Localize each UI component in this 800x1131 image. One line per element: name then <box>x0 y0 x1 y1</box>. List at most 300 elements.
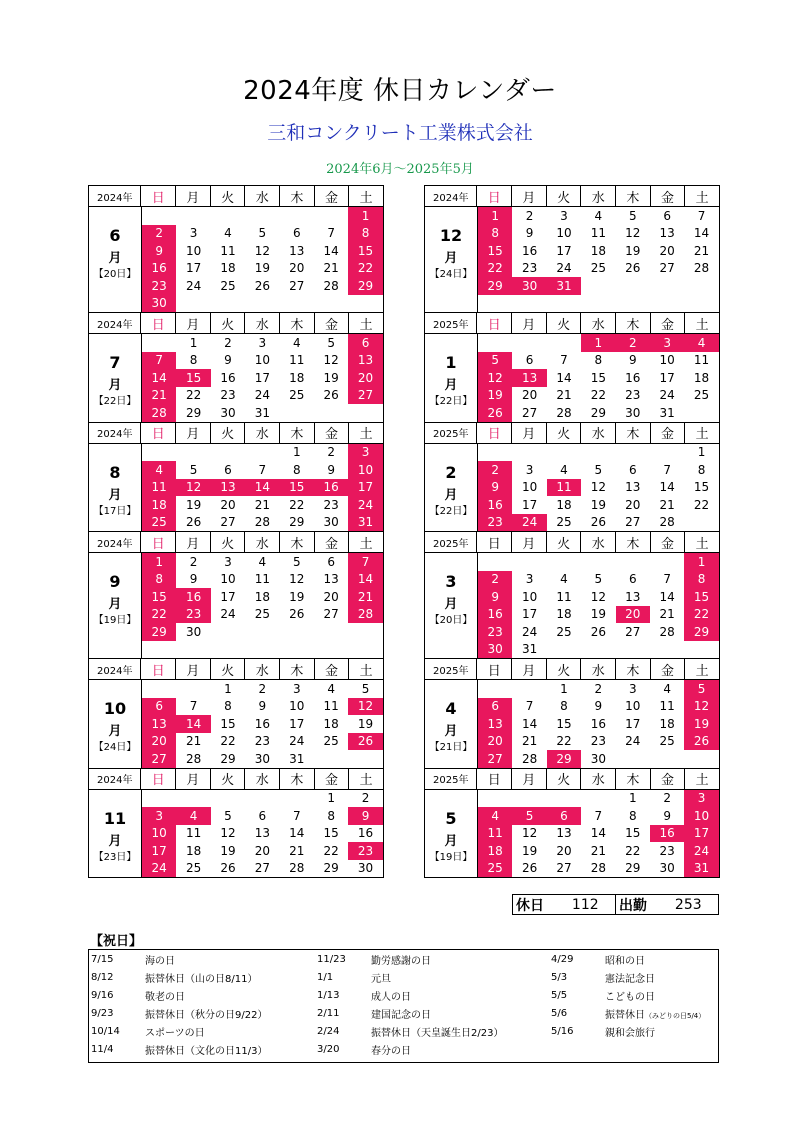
day-cell <box>581 444 615 462</box>
month-number: 4 <box>445 699 457 718</box>
weekday-header: 金 <box>315 769 350 789</box>
day-cell: 23 <box>590 734 606 749</box>
day-cell: 22 <box>185 388 202 403</box>
day-cell-holiday: 23 <box>348 842 382 860</box>
day-cell-holiday: 29 <box>684 623 718 641</box>
day-cell-holiday: 24 <box>684 842 718 860</box>
weekday-header: 水 <box>245 423 280 443</box>
week-row <box>478 277 719 295</box>
month-number: 12 <box>439 226 463 245</box>
day-cell <box>314 207 348 225</box>
day-cell-holiday: 16 <box>142 260 176 278</box>
day-cell <box>176 295 210 313</box>
day-cell <box>650 444 684 462</box>
day-cell-holiday: 27 <box>348 387 382 405</box>
day-cell: 26 <box>220 861 236 876</box>
day-cell: 3 <box>628 681 637 696</box>
holiday-column <box>549 950 705 1040</box>
day-cell: 16 <box>590 716 606 731</box>
day-cell: 21 <box>659 497 675 512</box>
holiday-row <box>549 968 705 986</box>
month-label <box>89 790 142 878</box>
day-cell-holiday: 25 <box>142 514 176 532</box>
weekday-header: 月 <box>512 186 547 206</box>
weekday-header: 日 <box>477 659 512 679</box>
weekday-header: 水 <box>245 532 280 552</box>
day-cell-holiday: 31 <box>348 514 382 532</box>
day-cell <box>650 277 684 295</box>
day-cell <box>650 553 684 571</box>
day-cell: 7 <box>663 462 671 477</box>
weekday-header: 火 <box>211 423 246 443</box>
weekday-header: 金 <box>651 532 686 552</box>
weekday-header: 火 <box>547 532 582 552</box>
week-row <box>142 571 383 589</box>
week-row <box>478 514 719 532</box>
month-grid <box>478 680 719 768</box>
day-cell-holiday: 24 <box>512 514 546 532</box>
day-cell-holiday: 12 <box>684 698 718 716</box>
working-days-count: 【23日】 <box>93 851 137 863</box>
month-year-label: 2024年 <box>89 186 141 206</box>
day-cell: 3 <box>560 208 568 223</box>
day-cell: 27 <box>323 607 339 622</box>
day-cell: 11 <box>323 699 339 714</box>
day-cell <box>245 623 279 641</box>
month-grid <box>478 444 719 532</box>
holiday-date: 1/1 <box>317 971 334 983</box>
week-row <box>142 807 383 825</box>
day-cell <box>547 444 581 462</box>
day-cell: 31 <box>659 405 675 420</box>
day-cell: 4 <box>258 554 267 569</box>
month-year-label: 2024年 <box>89 659 141 679</box>
day-cell: 8 <box>189 353 198 368</box>
day-cell: 14 <box>289 826 305 841</box>
day-cell <box>348 641 382 659</box>
day-cell: 19 <box>220 843 236 858</box>
day-cell-holiday: 13 <box>478 715 512 733</box>
holiday-row <box>315 950 503 968</box>
weekday-header: 木 <box>616 659 651 679</box>
month-grid <box>478 207 719 312</box>
weekday-header: 日 <box>141 423 176 443</box>
month-block <box>425 769 719 879</box>
day-cell <box>650 641 684 659</box>
month-header <box>89 659 383 680</box>
day-cell: 23 <box>521 261 538 276</box>
week-row <box>142 825 383 843</box>
day-cell: 18 <box>556 497 572 512</box>
day-cell-holiday: 21 <box>348 588 382 606</box>
month-body <box>89 553 383 658</box>
day-cell <box>176 790 210 808</box>
day-cell: 1 <box>224 681 232 696</box>
day-cell: 9 <box>327 462 335 477</box>
day-cell: 2 <box>224 335 232 350</box>
month-year-label: 2024年 <box>89 532 141 552</box>
day-cell: 19 <box>357 716 374 731</box>
weekday-header: 水 <box>581 313 616 333</box>
day-cell <box>176 444 210 462</box>
month-header <box>89 769 383 790</box>
weekday-header: 日 <box>477 769 512 789</box>
month-unit: 月 <box>444 378 458 393</box>
day-cell-holiday: 6 <box>478 698 512 716</box>
day-cell: 1 <box>628 791 637 806</box>
day-cell <box>478 790 512 808</box>
month-grid <box>142 444 383 532</box>
day-cell <box>512 334 546 352</box>
weekday-header: 金 <box>315 186 350 206</box>
month-unit: 月 <box>444 724 458 739</box>
work-days-value: 253 <box>674 896 702 913</box>
day-cell-holiday: 20 <box>478 733 512 751</box>
day-cell: 18 <box>659 716 675 731</box>
week-row <box>142 790 383 808</box>
weekday-header: 水 <box>245 659 280 679</box>
day-cell: 21 <box>254 497 270 512</box>
day-cell: 19 <box>254 261 270 276</box>
day-cell: 7 <box>292 808 301 823</box>
day-cell-holiday: 9 <box>478 479 512 497</box>
week-row <box>478 242 719 260</box>
day-cell-holiday: 10 <box>684 807 718 825</box>
week-row <box>478 225 719 243</box>
month-label <box>425 334 478 422</box>
day-cell-holiday: 2 <box>616 334 650 352</box>
holiday-date: 9/23 <box>91 1007 114 1019</box>
weekday-header: 日 <box>477 313 512 333</box>
day-cell <box>314 750 348 768</box>
day-cell: 23 <box>625 388 641 403</box>
day-cell: 15 <box>323 826 339 841</box>
holiday-name: 憲法記念日 <box>605 973 655 985</box>
day-cell: 11 <box>693 353 710 368</box>
day-cell: 25 <box>659 734 675 749</box>
day-cell-holiday: 1 <box>684 553 718 571</box>
day-cell: 26 <box>590 515 606 530</box>
day-cell <box>142 207 176 225</box>
day-cell: 13 <box>659 226 675 241</box>
day-cell: 9 <box>525 226 534 241</box>
day-cell: 15 <box>220 716 236 731</box>
weekday-header: 水 <box>581 423 616 443</box>
week-row <box>478 860 719 878</box>
day-cell-holiday: 17 <box>348 479 382 497</box>
day-cell <box>684 750 718 768</box>
day-cell: 1 <box>189 335 198 350</box>
day-cell: 5 <box>594 572 603 587</box>
day-cell: 3 <box>189 226 198 241</box>
weekday-header: 水 <box>581 659 616 679</box>
day-cell: 25 <box>254 607 270 622</box>
day-cell-holiday: 22 <box>684 606 718 624</box>
month-number: 10 <box>103 699 127 718</box>
holiday-row <box>89 986 267 1004</box>
month-number: 3 <box>445 572 457 591</box>
day-cell: 16 <box>521 243 538 258</box>
weekday-header: 土 <box>359 536 373 552</box>
month-header <box>89 423 383 444</box>
day-cell <box>211 790 245 808</box>
day-cell: 26 <box>590 624 606 639</box>
day-cell-holiday: 7 <box>142 352 176 370</box>
month-header <box>89 532 383 553</box>
week-row <box>142 277 383 295</box>
day-cell <box>348 623 382 641</box>
day-cell: 13 <box>289 243 305 258</box>
day-cell: 4 <box>560 572 568 587</box>
month-label <box>89 680 142 768</box>
day-cell <box>616 444 650 462</box>
month-number: 8 <box>109 462 121 482</box>
day-cell <box>280 404 314 422</box>
day-cell-holiday: 29 <box>142 623 176 641</box>
day-cell: 26 <box>254 278 270 293</box>
day-cell <box>581 641 615 659</box>
week-row <box>478 369 719 387</box>
day-cell: 7 <box>525 699 534 714</box>
day-cell <box>280 623 314 641</box>
day-cell: 16 <box>625 370 641 385</box>
day-cell-holiday: 30 <box>512 277 546 295</box>
weekday-header: 土 <box>359 317 373 333</box>
day-cell: 4 <box>594 208 603 223</box>
weekday-header: 火 <box>211 313 246 333</box>
day-cell-holiday: 10 <box>348 461 382 479</box>
holiday-column <box>315 950 503 1058</box>
day-cell-holiday: 26 <box>684 733 718 751</box>
day-cell: 3 <box>258 335 267 350</box>
week-row <box>142 606 383 624</box>
day-cell <box>581 553 615 571</box>
day-cell: 29 <box>323 861 339 876</box>
day-cell: 24 <box>254 388 270 403</box>
week-row <box>478 404 719 422</box>
week-row <box>142 514 383 532</box>
day-cell-holiday: 12 <box>176 479 210 497</box>
weekday-header: 土 <box>695 190 709 206</box>
week-row <box>142 553 383 571</box>
day-cell-holiday: 5 <box>512 807 546 825</box>
day-cell-holiday: 9 <box>142 242 176 260</box>
day-cell-holiday: 15 <box>142 588 176 606</box>
day-cell: 27 <box>254 861 270 876</box>
day-cell-holiday: 20 <box>616 606 650 624</box>
day-cell: 20 <box>254 843 270 858</box>
month-label <box>425 790 478 878</box>
week-row <box>478 461 719 479</box>
weekday-header: 火 <box>211 186 246 206</box>
day-cell <box>245 641 279 659</box>
day-cell: 18 <box>289 370 305 385</box>
day-cell <box>348 295 382 313</box>
month-block <box>89 659 383 769</box>
day-cell: 8 <box>292 462 301 477</box>
holiday-row <box>315 1040 503 1058</box>
day-cell: 21 <box>590 843 606 858</box>
week-row <box>142 860 383 878</box>
week-row <box>142 334 383 352</box>
day-cell: 21 <box>659 607 675 622</box>
day-cell: 1 <box>560 681 568 696</box>
holiday-name: 振替休日（みどりの日5/4） <box>605 1009 706 1021</box>
day-cell: 7 <box>663 572 671 587</box>
holiday-row <box>315 1004 503 1022</box>
day-cell: 8 <box>327 808 335 823</box>
day-cell <box>684 514 718 532</box>
week-row <box>478 606 719 624</box>
weekday-header: 月 <box>176 423 211 443</box>
weekday-header: 月 <box>176 313 211 333</box>
weekday-header: 月 <box>512 423 547 443</box>
day-cell: 15 <box>693 480 710 495</box>
day-cell: 26 <box>625 261 641 276</box>
day-cell: 3 <box>292 681 301 696</box>
off-days-label: 休日 <box>516 897 544 914</box>
day-cell: 10 <box>521 589 538 604</box>
month-year-label: 2025年 <box>425 313 477 333</box>
day-cell <box>512 444 546 462</box>
day-cell: 10 <box>254 353 270 368</box>
holiday-list <box>88 949 719 1063</box>
weekday-header: 月 <box>512 313 547 333</box>
month-block <box>425 186 719 313</box>
day-cell <box>512 790 546 808</box>
day-cell-holiday: 17 <box>142 842 176 860</box>
weekday-header: 土 <box>695 536 709 552</box>
weekday-header: 土 <box>695 663 709 679</box>
day-cell <box>142 790 176 808</box>
holiday-date: 5/6 <box>551 1007 568 1019</box>
day-cell <box>314 641 348 659</box>
holiday-date: 2/11 <box>317 1007 340 1019</box>
day-cell: 8 <box>594 353 603 368</box>
day-cell-holiday: 14 <box>245 479 279 497</box>
day-cell-holiday: 11 <box>142 479 176 497</box>
day-cell-holiday: 6 <box>547 807 581 825</box>
day-cell: 11 <box>185 826 202 841</box>
day-cell-holiday: 21 <box>142 387 176 405</box>
day-cell: 30 <box>185 624 202 639</box>
day-cell-holiday: 3 <box>684 790 718 808</box>
day-cell <box>245 207 279 225</box>
day-cell: 5 <box>628 208 637 223</box>
day-cell <box>547 334 581 352</box>
day-cell-holiday: 27 <box>478 750 512 768</box>
day-cell <box>478 334 512 352</box>
month-year-label: 2025年 <box>425 532 477 552</box>
day-cell-holiday: 11 <box>478 825 512 843</box>
month-body <box>89 444 383 532</box>
day-cell: 28 <box>323 278 339 293</box>
month-unit: 月 <box>108 487 122 503</box>
month-grid <box>142 680 383 768</box>
day-cell <box>512 553 546 571</box>
day-cell: 10 <box>659 353 675 368</box>
day-cell: 9 <box>258 699 267 714</box>
holiday-date: 11/23 <box>317 953 346 965</box>
holiday-date: 4/29 <box>551 953 574 965</box>
month-grid <box>142 207 383 312</box>
month-number: 11 <box>103 808 127 828</box>
working-days-count: 【22日】 <box>429 396 473 407</box>
day-cell-holiday: 19 <box>684 715 718 733</box>
day-cell: 16 <box>254 716 270 731</box>
day-cell-holiday: 2 <box>142 225 176 243</box>
day-cell-holiday: 28 <box>348 606 382 624</box>
holiday-name: 建国記念の日 <box>371 1009 431 1021</box>
day-cell-holiday: 29 <box>348 277 382 295</box>
day-cell: 7 <box>697 208 706 223</box>
day-cell-holiday: 2 <box>478 461 512 479</box>
day-cell: 30 <box>625 405 641 420</box>
day-cell: 14 <box>693 226 710 241</box>
day-cell: 21 <box>185 734 202 749</box>
day-cell: 11 <box>659 699 675 714</box>
day-cell: 10 <box>625 699 641 714</box>
day-cell-holiday: 22 <box>478 260 512 278</box>
weekday-header: 火 <box>547 769 582 789</box>
day-cell-holiday: 12 <box>348 698 382 716</box>
weekday-header: 火 <box>211 769 246 789</box>
holiday-name: 成人の日 <box>371 991 411 1003</box>
day-cell <box>348 750 382 768</box>
month-number: 5 <box>445 808 457 828</box>
week-row <box>478 680 719 698</box>
week-row <box>478 715 719 733</box>
working-days-count: 【22日】 <box>429 505 473 517</box>
weekday-header: 月 <box>176 659 211 679</box>
day-cell: 26 <box>185 515 202 530</box>
day-cell: 4 <box>663 681 671 696</box>
day-cell: 19 <box>521 843 538 858</box>
month-header <box>425 186 719 207</box>
day-cell: 6 <box>258 808 267 823</box>
month-unit: 月 <box>444 833 458 849</box>
day-cell-holiday: 14 <box>142 369 176 387</box>
day-cell <box>616 641 650 659</box>
day-cell: 19 <box>323 370 339 385</box>
day-cell-holiday: 29 <box>478 277 512 295</box>
weekday-header: 木 <box>616 769 651 789</box>
day-cell-holiday: 15 <box>348 242 382 260</box>
weekday-header: 金 <box>651 769 686 789</box>
day-cell: 25 <box>556 624 572 639</box>
day-cell <box>478 680 512 698</box>
month-label <box>425 444 478 532</box>
day-cell: 11 <box>590 226 606 241</box>
holiday-row <box>315 968 503 986</box>
week-row <box>142 715 383 733</box>
day-cell-holiday: 16 <box>478 496 512 514</box>
holiday-row <box>89 1004 267 1022</box>
month-unit: 月 <box>444 597 458 612</box>
holiday-date: 5/16 <box>551 1025 574 1037</box>
weekday-header: 火 <box>547 659 582 679</box>
day-cell: 18 <box>323 716 339 731</box>
day-cell: 9 <box>628 353 637 368</box>
day-cell <box>650 750 684 768</box>
month-unit: 月 <box>108 251 122 266</box>
holiday-date: 1/13 <box>317 989 340 1001</box>
day-cell: 3 <box>525 572 534 587</box>
month-body <box>425 790 719 878</box>
month-header <box>89 313 383 334</box>
day-cell: 29 <box>289 515 305 530</box>
day-cell <box>684 404 718 422</box>
